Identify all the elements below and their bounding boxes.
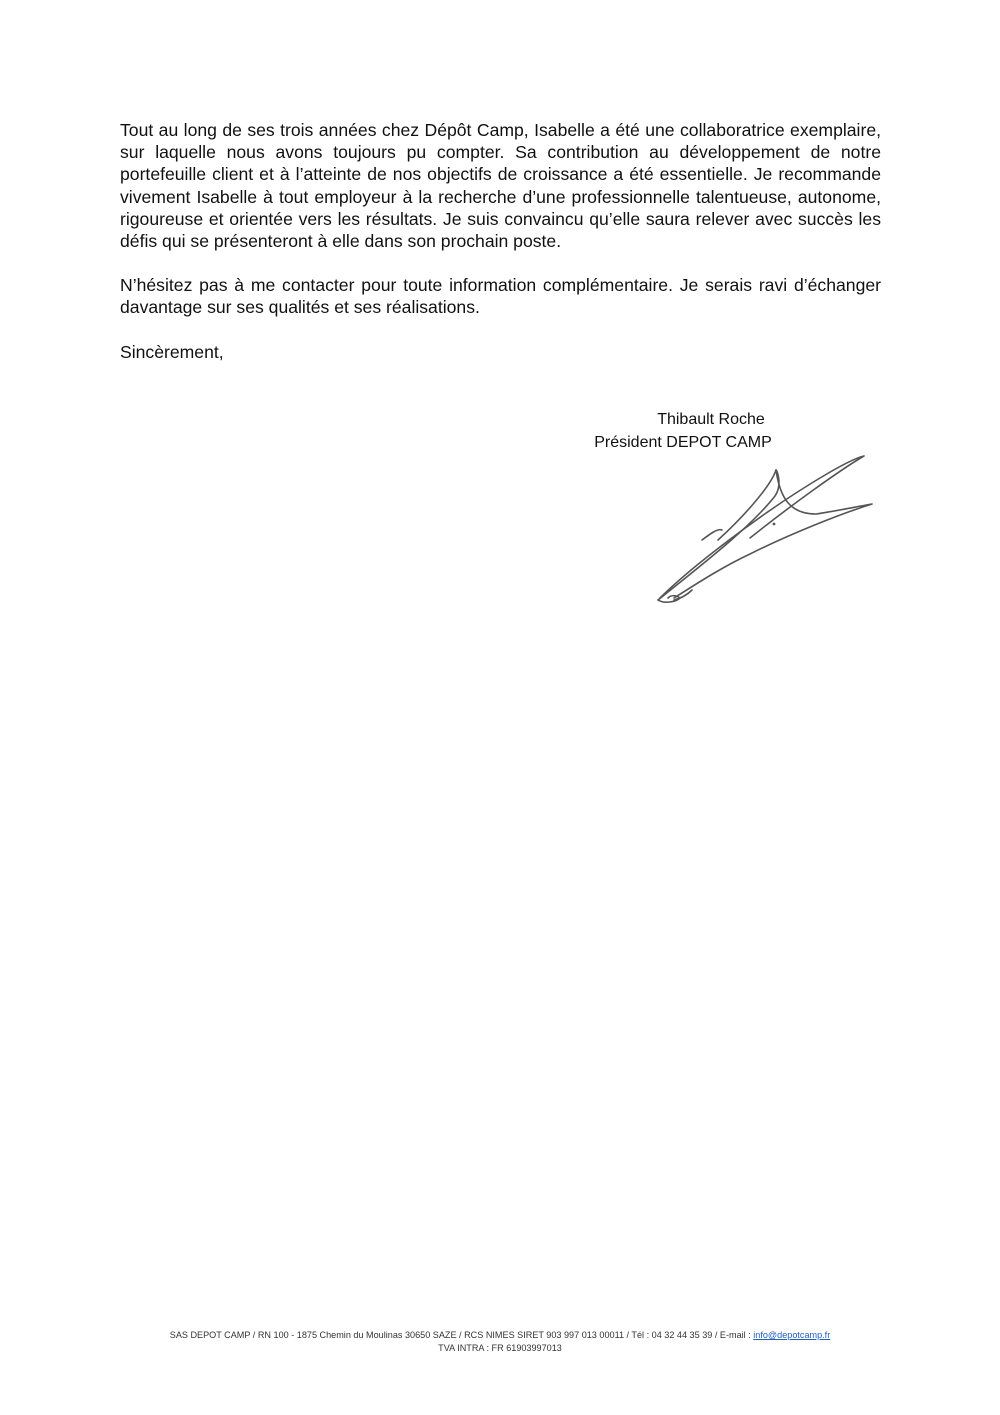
letter-paragraph-2: N’hésitez pas à me contacter pour toute information complémentaire. Je serais ravi d’échanger davantage sur ses qualités et ses réalisations. bbox=[120, 275, 881, 318]
letter-paragraph-1: Tout au long de ses trois années chez Dépôt Camp, Isabelle a été une collaboratrice exemplaire, sur laquelle nous avons toujours pu compter. Sa contribution au développement de notre portefeuille client et à l’atteinte de nos objectifs de croissance a été essentielle. Je recommande vivement Isabelle à tout employeur à la recherche d’une professionnelle talentueuse, autonome, rigoureuse et orientée vers les résultats. Je suis convaincu qu’elle saura relever avec succès les défis qui se présenteront à elle dans son prochain poste. bbox=[120, 120, 881, 252]
footer-vat-number: TVA INTRA : FR 61903997013 bbox=[438, 1343, 562, 1353]
footer-company-details: SAS DEPOT CAMP / RN 100 - 1875 Chemin du Moulinas 30650 SAZE / RCS NIMES SIRET 903 997 013 00011 / Tél : 04 32 44 35 39 / E-mail : bbox=[169, 1330, 754, 1340]
footer-line-1 bbox=[0, 1329, 1000, 1342]
letter-closing: Sincèrement, bbox=[120, 342, 224, 362]
handwritten-signature bbox=[640, 448, 890, 610]
signatory-name: Thibault Roche bbox=[657, 411, 765, 428]
letter-footer bbox=[0, 1329, 1000, 1355]
signatory-title: Président DEPOT CAMP bbox=[594, 434, 772, 451]
footer-email-link[interactable]: info@depotcamp.fr bbox=[753, 1330, 831, 1340]
